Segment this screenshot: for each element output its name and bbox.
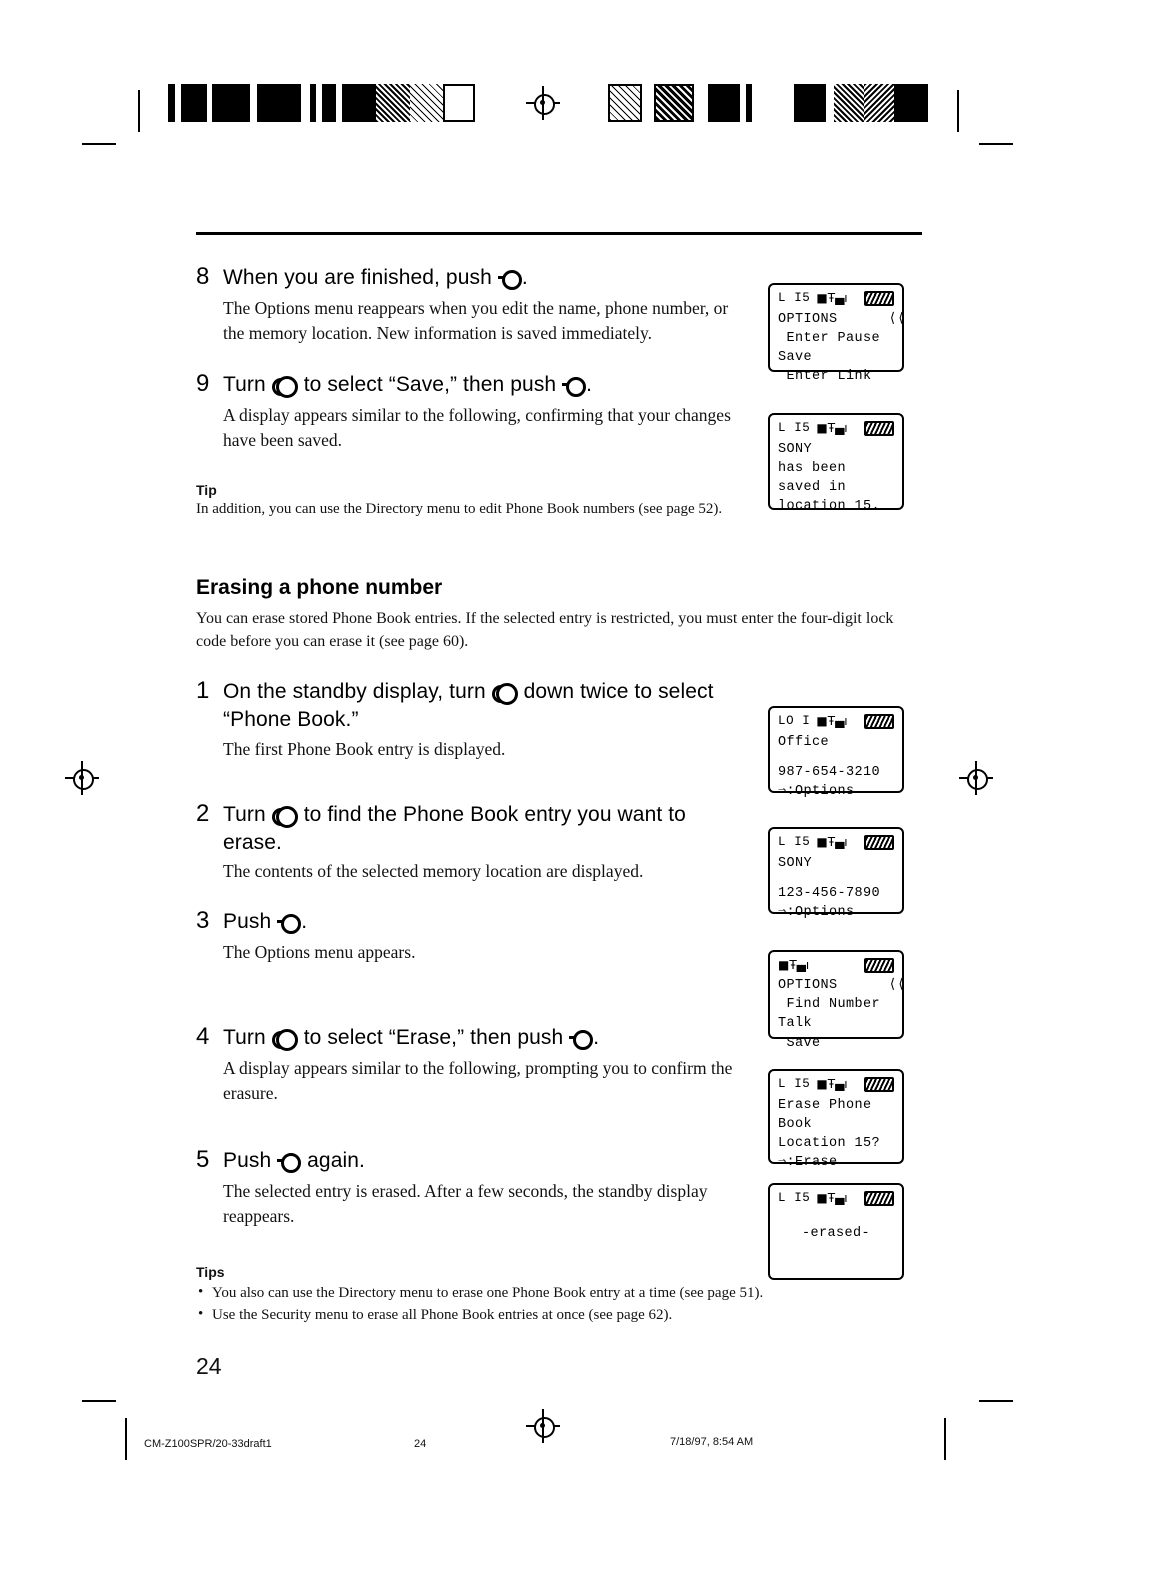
color-bar-block-screen-light [608, 84, 642, 122]
screen-line: has been [778, 460, 847, 476]
jog-dial-icon [272, 806, 298, 823]
step-1-title-text: On the standby display, turn [223, 680, 486, 704]
crop-mark-right-bottom [944, 1418, 946, 1460]
color-bar-block [168, 84, 175, 122]
step-9-title [223, 371, 592, 399]
step-2-body: The contents of the selected memory location are displayed. [223, 861, 644, 882]
status-left: L I5 [778, 1077, 811, 1091]
crop-line-left-upper [82, 143, 116, 145]
color-bar-block [708, 84, 740, 122]
screen-line: ⇒:Options [778, 784, 855, 800]
status-bar [778, 1190, 894, 1208]
step-9-title-text: Turn [223, 373, 266, 397]
header-rule [196, 232, 922, 235]
screen-line: saved in [778, 480, 847, 496]
color-bar-block [826, 84, 834, 122]
battery-icon [864, 421, 894, 436]
step-3-title-suffix: . [301, 909, 308, 933]
color-bar-right [608, 84, 928, 122]
tips-label: Tips [196, 1263, 225, 1280]
status-left: L I5 [778, 1191, 811, 1205]
signal-icon: ■Ŧ▄ı [816, 291, 848, 306]
step-2-title [223, 801, 723, 856]
signal-icon: ■Ŧ▄ı [816, 1191, 848, 1206]
list-item: • Use the Security menu to erase all Phone Book entries at once (see page 62). [196, 1304, 936, 1327]
status-bar [778, 1076, 894, 1094]
color-bar-block [752, 84, 794, 122]
jog-dial-icon [272, 1029, 298, 1046]
step-4-title-text: Turn [223, 1025, 266, 1049]
battery-icon [864, 958, 894, 973]
color-bar-block [443, 84, 475, 122]
registration-circle [967, 769, 988, 790]
list-item: • You also can use the Directory menu to erase one Phone Book entry at a time (see page 51). [196, 1282, 936, 1305]
status-bar [778, 957, 894, 974]
screen-line-selected: Save [778, 350, 813, 366]
screen-line: Location 15? [778, 1136, 881, 1152]
battery-icon [864, 1191, 894, 1206]
signal-icon: ■Ŧ▄ı [816, 835, 848, 850]
color-bar-block-screen [654, 84, 694, 122]
step-9-body: A display appears similar to the following, confirming that your changes have been saved. [223, 405, 731, 451]
registration-mark-left [65, 761, 99, 795]
color-bar-block [694, 84, 708, 122]
crop-line-left-lower [82, 1400, 116, 1402]
screen-line: Save [778, 1035, 821, 1051]
tip-text: In addition, you can use the Directory menu to edit Phone Book numbers (see page 52). [196, 500, 723, 517]
status-bar [778, 290, 894, 308]
battery-icon [864, 835, 894, 850]
crop-line-right-upper [979, 143, 1013, 145]
section-heading: Erasing a phone number [196, 575, 443, 599]
footer-timestamp: 7/18/97, 8:54 AM [670, 1436, 754, 1448]
color-bar-block [301, 84, 310, 122]
screen-phone-book-first [768, 706, 904, 800]
battery-icon [864, 1077, 894, 1092]
push-jog-icon [498, 270, 522, 286]
screen-options-menu [768, 950, 906, 1051]
step-3-number: 3 [196, 906, 210, 934]
step-4-body: A display appears similar to the following, prompting you to confirm the erasure. [223, 1057, 733, 1103]
section-erasing [196, 576, 936, 653]
step-4-number: 4 [196, 1022, 210, 1050]
screen-line: Book [778, 1116, 813, 1132]
step-4-title-mid: to select “Erase,” then push [303, 1025, 564, 1049]
step-5-title-suffix: again. [307, 1149, 365, 1173]
tips-list [196, 1282, 936, 1327]
screen-line: Enter Link [778, 369, 872, 385]
crop-mark-left-top [138, 90, 140, 132]
screen-line: ⇒:Erase [778, 1155, 838, 1171]
registration-mark-right [959, 761, 993, 795]
screen-line: OPTIONS ⟨⟨ [778, 311, 906, 327]
step-2-title-text: Turn [223, 803, 266, 827]
battery-icon [864, 714, 894, 729]
step-8-number: 8 [196, 263, 210, 290]
step-3-body: The Options menu appears. [223, 941, 416, 962]
screen-saved-confirm [768, 413, 904, 515]
push-jog-icon [277, 914, 301, 930]
jog-dial-icon [492, 683, 518, 700]
status-bar [778, 713, 894, 731]
screen-options-save [768, 283, 906, 385]
signal-icon: ■Ŧ▄ı [816, 1077, 848, 1092]
status-left: L I5 [778, 835, 811, 849]
crop-line-right-lower [979, 1400, 1013, 1402]
registration-circle [534, 1417, 555, 1438]
step-1-title-suffix: down twice to select “Phone Book.” [223, 680, 714, 731]
screen-line [778, 1210, 894, 1224]
step-3-title [223, 908, 307, 936]
signal-icon: ■Ŧ▄ı [816, 421, 848, 436]
signal-icon: ■Ŧ▄ı [816, 714, 848, 729]
step-3-title-text: Push [223, 909, 272, 933]
page-number: 24 [196, 1352, 222, 1379]
screen-line: 123-456-7890 [778, 885, 881, 901]
screen-phone-book-entry [768, 827, 904, 921]
registration-circle [534, 94, 555, 115]
battery-icon [864, 291, 894, 306]
color-bar-block [642, 84, 654, 122]
step-2-number: 2 [196, 800, 210, 828]
screen-line [778, 752, 894, 763]
step-8-title-suffix: . [521, 266, 528, 289]
screen-line: 987-654-3210 [778, 764, 881, 780]
step-5-body: The selected entry is erased. After a few seconds, the standby display reappears. [223, 1180, 708, 1227]
push-jog-icon [562, 377, 586, 393]
step-9-number: 9 [196, 370, 210, 398]
screen-erase-confirm [768, 1069, 904, 1171]
screen-line: Find Number [778, 997, 881, 1013]
push-jog-icon [569, 1030, 593, 1046]
color-bar-block [794, 84, 826, 122]
step-4-title-suffix: . [593, 1025, 600, 1049]
step-9-title-mid: to select “Save,” then push [303, 373, 557, 397]
signal-icon: ■Ŧ▄ı [778, 958, 810, 972]
jog-dial-icon [272, 376, 298, 393]
screen-line [778, 873, 894, 884]
registration-mark-bottom [526, 1409, 560, 1443]
color-bar-block [181, 84, 207, 122]
status-bar [778, 420, 894, 438]
footer-page-number: 24 [414, 1438, 427, 1450]
color-bar-block [257, 84, 301, 122]
color-bar-block-screen [864, 84, 894, 122]
status-left: L I5 [778, 421, 811, 435]
step-2-title-suffix: to find the Phone Book entry you want to erase. [223, 803, 686, 854]
screen-line: -erased- [801, 1225, 870, 1241]
crop-mark-right-top [957, 90, 959, 132]
step-9-title-suffix: . [586, 373, 593, 397]
color-bar-block [212, 84, 250, 122]
status-left: L I5 [778, 291, 811, 305]
step-1-body: The first Phone Book entry is displayed. [223, 738, 506, 759]
crop-mark-left-bottom [125, 1418, 127, 1460]
screen-line: OPTIONS ⟨⟨ [778, 978, 906, 994]
step-5-title-text: Push [223, 1149, 272, 1173]
registration-circle [73, 769, 94, 790]
screen-erased [768, 1183, 904, 1280]
status-bar [778, 834, 894, 852]
screen-line: ⇒:Options [778, 905, 855, 921]
step-4-title [223, 1024, 599, 1052]
screen-line: SONY [778, 441, 813, 457]
step-1-number: 1 [196, 677, 210, 705]
screen-line-selected: Talk [778, 1016, 813, 1032]
status-left: LO I [778, 714, 811, 728]
color-bar-left [168, 84, 480, 122]
screen-line: Erase Phone [778, 1097, 872, 1113]
color-bar-block-screen [834, 84, 864, 122]
step-1-title [223, 678, 723, 733]
screen-line: location 15. [778, 499, 881, 515]
step-8-title [223, 264, 528, 292]
color-bar-block-screen [376, 84, 410, 122]
step-8-title-text: When you are finished, push [223, 266, 492, 289]
color-bar-block [342, 84, 376, 122]
screen-line: Enter Pause [778, 330, 881, 346]
screen-line: SONY [778, 855, 813, 871]
color-bar-block-screen-light [410, 84, 443, 122]
footer-file-slug: CM-Z100SPR/20-33draft1 [144, 1438, 272, 1450]
screen-line: Office [778, 734, 830, 750]
section-intro: You can erase stored Phone Book entries. If the selected entry is restricted, you must enter the four-digit lock code before you can erase it (see page 60). [196, 609, 894, 651]
step-8-body: The Options menu reappears when you edit the name, phone number, or the memory location. New information is saved immediately. [223, 297, 729, 344]
step-5-number: 5 [196, 1146, 210, 1174]
color-bar-block [250, 84, 257, 122]
color-bar-block [322, 84, 336, 122]
registration-mark-top [526, 86, 560, 120]
step-5-title [223, 1147, 365, 1175]
push-jog-icon [277, 1153, 301, 1169]
color-bar-block [894, 84, 928, 122]
tip-label: Tip [196, 481, 217, 498]
